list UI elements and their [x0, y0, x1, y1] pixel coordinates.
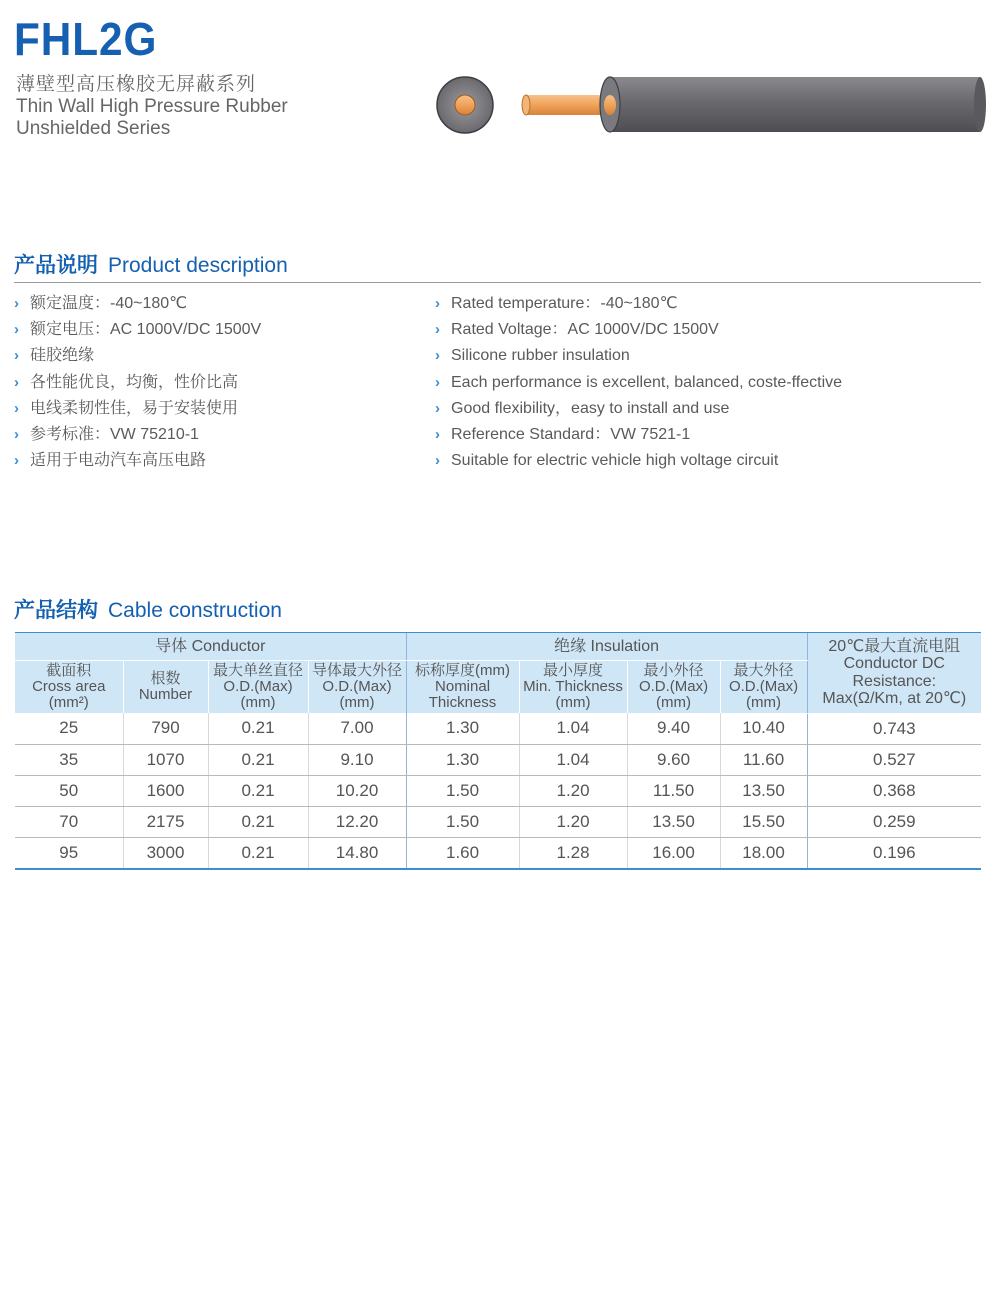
header-line: 最小外径	[643, 661, 704, 679]
list-item	[14, 422, 261, 448]
list-item-text: Reference Standard：VW 7521-1	[451, 425, 691, 443]
subtitle-cn: 薄壁型高压橡胶无屏蔽系列	[16, 74, 257, 95]
table-cell: 35	[15, 744, 123, 775]
header-line: 根数	[150, 669, 181, 687]
header-line: Thickness	[428, 694, 497, 712]
header-line: 导体最大外径	[312, 661, 403, 679]
construction-title-en: Cable construction	[108, 599, 282, 622]
list-item-text: Each performance is excellent, balanced, coste-ffective	[451, 373, 843, 391]
table-cell: 25	[15, 713, 123, 744]
list-item-text: Suitable for electric vehicle high voltage circuit	[451, 452, 779, 470]
table-cell: 0.21	[208, 806, 308, 837]
table-cell: 1.50	[406, 806, 519, 837]
chevron-right-icon: ›	[14, 347, 19, 365]
table-cell: 0.368	[807, 775, 981, 806]
chevron-right-icon: ›	[435, 452, 440, 470]
list-item	[14, 370, 261, 396]
table-row	[15, 713, 981, 744]
column-header-cross-area	[15, 661, 123, 714]
list-item	[14, 317, 261, 343]
chevron-right-icon: ›	[14, 425, 19, 443]
header-line: O.D.(Max)	[638, 677, 709, 695]
column-header-conductor-od	[308, 661, 406, 714]
table-cell: 9.10	[308, 744, 406, 775]
list-item	[14, 448, 261, 474]
table-cell: 70	[15, 806, 123, 837]
list-item-text: Silicone rubber insulation	[451, 347, 630, 365]
table-cell: 1.60	[406, 837, 519, 869]
header-line: (mm)	[656, 694, 692, 712]
table-cell: 10.20	[308, 775, 406, 806]
table-cell: 0.21	[208, 775, 308, 806]
table-cell: 1.30	[406, 713, 519, 744]
table-cell: 15.50	[720, 806, 807, 837]
table-cell: 50	[15, 775, 123, 806]
table-row	[15, 837, 981, 869]
list-item-text: Rated Voltage：AC 1000V/DC 1500V	[451, 321, 719, 339]
list-item	[14, 396, 261, 422]
table-cell: 18.00	[720, 837, 807, 869]
header-line: 20℃最大直流电阻	[828, 638, 961, 656]
list-item	[435, 396, 842, 422]
header-line: Cross area	[32, 677, 106, 695]
table-cell: 0.743	[807, 713, 981, 744]
description-title-en: Product description	[108, 254, 288, 277]
column-header-strand-od	[208, 661, 308, 714]
list-item-text: 各性能优良，均衡，性价比高	[30, 373, 239, 391]
description-list-cn	[14, 291, 261, 474]
column-header-min-thickness	[519, 661, 627, 714]
table-cell: 11.50	[627, 775, 720, 806]
list-item-text: 额定温度：-40~180℃	[30, 295, 188, 312]
header-line: Resistance:	[852, 672, 937, 690]
table-cell: 3000	[123, 837, 208, 869]
column-header-resistance	[807, 633, 981, 713]
subtitle-en-line2: Unshielded Series	[16, 118, 171, 139]
header-line: O.D.(Max)	[322, 677, 392, 695]
list-item-text: 适用于电动汽车高压电路	[30, 452, 207, 470]
chevron-right-icon: ›	[435, 399, 440, 417]
group-header-conductor: 导体 Conductor	[15, 633, 406, 661]
table-cell: 13.50	[627, 806, 720, 837]
table-cell: 0.21	[208, 713, 308, 744]
cable-illustration	[430, 70, 990, 142]
table-cell: 0.527	[807, 744, 981, 775]
list-item-text: 参考标准：VW 75210-1	[30, 425, 199, 443]
chevron-right-icon: ›	[435, 425, 440, 443]
header-line: Conductor DC	[843, 655, 945, 673]
list-item	[435, 370, 842, 396]
chevron-right-icon: ›	[14, 295, 19, 312]
list-item	[435, 448, 842, 474]
list-item-text: 电线柔韧性佳，易于安装使用	[30, 399, 239, 417]
table-cell: 1.20	[519, 806, 627, 837]
list-item-text: 硅胶绝缘	[30, 347, 95, 365]
table-cell: 1.28	[519, 837, 627, 869]
table-cell: 0.259	[807, 806, 981, 837]
list-item-text: 额定电压：AC 1000V/DC 1500V	[30, 321, 262, 339]
list-item	[14, 291, 261, 317]
subtitle-en-line1: Thin Wall High Pressure Rubber	[16, 96, 288, 117]
table-cell: 7.00	[308, 713, 406, 744]
table-cell: 10.40	[720, 713, 807, 744]
list-item-text: Good flexibility，easy to install and use	[451, 399, 730, 417]
table-cell: 95	[15, 837, 123, 869]
list-item	[435, 343, 842, 369]
header-line: (mm)	[555, 694, 591, 712]
list-item	[14, 343, 261, 369]
description-divider	[14, 282, 981, 283]
table-cell: 1.30	[406, 744, 519, 775]
header-line: 最大单丝直径	[212, 661, 303, 679]
table-cell: 0.196	[807, 837, 981, 869]
table-row	[15, 806, 981, 837]
table-cell: 1600	[123, 775, 208, 806]
table-row	[15, 775, 981, 806]
description-title	[14, 255, 288, 276]
table-cell: 11.60	[720, 744, 807, 775]
table-cell: 12.20	[308, 806, 406, 837]
table-cell: 1.50	[406, 775, 519, 806]
header-line: (mm)	[240, 694, 276, 712]
table-cell: 9.40	[627, 713, 720, 744]
header-line: Min. Thickness	[523, 677, 623, 695]
list-item	[435, 317, 842, 343]
table-row	[15, 744, 981, 775]
column-header-min-od	[627, 661, 720, 714]
header-line: Number	[138, 686, 193, 703]
table-cell: 14.80	[308, 837, 406, 869]
chevron-right-icon: ›	[435, 321, 440, 339]
table-cell: 16.00	[627, 837, 720, 869]
table-cell: 790	[123, 713, 208, 744]
list-item	[435, 422, 842, 448]
chevron-right-icon: ›	[435, 295, 440, 312]
construction-title-cn: 产品结构	[14, 599, 98, 622]
cross-section-icon	[437, 77, 493, 133]
table-cell: 1.04	[519, 744, 627, 775]
table-cell: 13.50	[720, 775, 807, 806]
list-item	[435, 291, 842, 317]
chevron-right-icon: ›	[14, 321, 19, 339]
chevron-right-icon: ›	[14, 399, 19, 417]
jacket-icon	[600, 77, 986, 132]
header-line: 截面积	[46, 661, 92, 679]
chevron-right-icon: ›	[435, 347, 440, 365]
chevron-right-icon: ›	[14, 373, 19, 391]
group-header-insulation: 绝缘 Insulation	[406, 633, 807, 661]
column-header-nominal-thickness	[406, 661, 519, 714]
model-title: FHL2G	[14, 13, 158, 65]
construction-table	[15, 633, 981, 870]
table-cell: 1.20	[519, 775, 627, 806]
header-line: Max(Ω/Km, at 20℃)	[822, 690, 967, 708]
construction-title	[14, 600, 282, 621]
header-line: (mm²)	[48, 694, 89, 712]
chevron-right-icon: ›	[14, 452, 19, 470]
column-header-number	[123, 661, 208, 714]
header-line: Nominal	[435, 677, 491, 695]
header-line: (mm)	[746, 694, 782, 712]
header-line: (mm)	[339, 694, 375, 712]
header-line: 标称厚度(mm)	[415, 661, 511, 679]
list-item-text: Rated temperature：-40~180℃	[451, 295, 678, 312]
description-title-cn: 产品说明	[14, 254, 98, 277]
header-line: O.D.(Max)	[223, 677, 293, 695]
table-cell: 2175	[123, 806, 208, 837]
table-cell: 0.21	[208, 744, 308, 775]
header-line: O.D.(Max)	[728, 677, 799, 695]
table-cell: 1.04	[519, 713, 627, 744]
description-list-en	[435, 291, 842, 474]
header-line: 最小厚度	[543, 661, 604, 679]
column-header-max-od	[720, 661, 807, 714]
header-line: 最大外径	[733, 661, 794, 679]
chevron-right-icon: ›	[435, 373, 440, 391]
table-cell: 0.21	[208, 837, 308, 869]
table-cell: 1070	[123, 744, 208, 775]
table-cell: 9.60	[627, 744, 720, 775]
